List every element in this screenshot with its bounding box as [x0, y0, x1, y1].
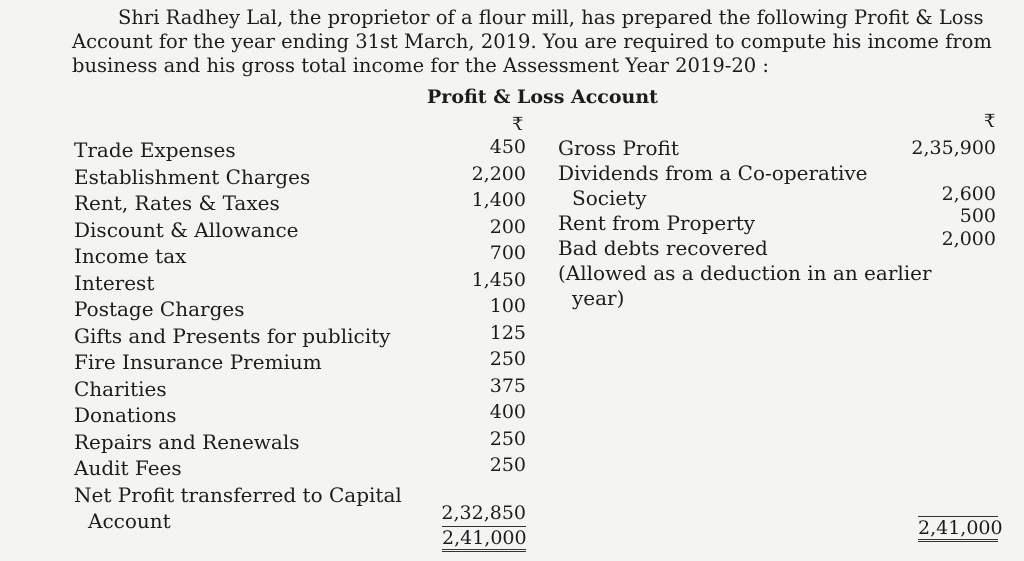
debit-item-amount: 375: [489, 374, 526, 397]
dividends-label: Dividends from a Co-operative: [558, 161, 868, 185]
debit-item-label: Interest: [74, 270, 155, 295]
credit-currency-symbol: ₹: [984, 111, 996, 132]
debit-item-label: Audit Fees: [74, 456, 182, 480]
debit-item-label: Discount & Allowance: [74, 217, 299, 242]
debit-item-label: Repairs and Renewals: [74, 429, 300, 454]
credit-amounts: [880, 135, 996, 251]
debit-item-amount: 1,450: [471, 268, 526, 291]
net-profit-label: Net Profit transferred to Capital: [74, 482, 402, 507]
debit-item-amount: 125: [489, 321, 526, 344]
debit-item-label: Donations: [74, 403, 177, 427]
debit-item-label: Income tax: [74, 244, 187, 268]
dividends-label-cont: Society: [572, 186, 647, 210]
bad-debts-label: Bad debts recovered: [558, 236, 768, 260]
dividends-amount: 2,600: [941, 183, 996, 205]
question-text: Shri Radhey Lal, the proprietor of a flour mill, has prepared the following Profit & Loss Account for the year ending 31st March, 2019. You are required to compute his income from business and his gross total income for the Assessment Year 2019-20 :: [72, 6, 992, 77]
debit-item-amount: 450: [489, 136, 526, 158]
net-profit-amount: 2,32,850: [441, 502, 526, 524]
account-title: Profit & Loss Account: [427, 86, 658, 108]
credit-total: 2,41,000: [918, 516, 998, 542]
net-profit-label-cont: Account: [88, 509, 171, 533]
debit-item-amount: 250: [489, 348, 526, 370]
gross-profit-amount: 2,35,900: [911, 137, 996, 159]
debit-item-label: Gifts and Presents for publicity: [74, 323, 391, 348]
debit-item-label: Trade Expenses: [74, 138, 236, 162]
debit-item-label: Fire Insurance Premium: [74, 350, 322, 374]
debit-item-amount: 700: [489, 242, 526, 264]
debit-item-amount: 2,200: [471, 162, 526, 185]
debit-item-label: Postage Charges: [74, 297, 245, 321]
debit-item-label: Rent, Rates & Taxes: [74, 191, 280, 215]
bad-debts-note: (Allowed as a deduction in an earlier: [558, 261, 932, 285]
debit-item-amount: 400: [489, 401, 526, 423]
rent-label: Rent from Property: [558, 211, 756, 235]
debit-item-amount: 200: [489, 215, 526, 238]
debit-item-label: Establishment Charges: [74, 164, 311, 189]
gross-profit-label: Gross Profit: [558, 136, 679, 160]
bad-debts-note-cont: year): [572, 286, 625, 310]
debit-amounts: [440, 134, 526, 479]
credit-labels: [558, 135, 932, 310]
debit-labels: [74, 137, 402, 535]
debit-total: 2,41,000: [442, 526, 526, 552]
bad-debts-amount: 2,000: [941, 228, 996, 250]
debit-item-amount: 250: [489, 454, 526, 476]
rent-amount: 500: [959, 205, 996, 227]
debit-item-label: Charities: [74, 376, 167, 401]
debit-item-amount: 100: [489, 295, 526, 317]
debit-item-amount: 250: [489, 427, 526, 450]
debit-item-amount: 1,400: [471, 189, 526, 211]
debit-currency-symbol: ₹: [512, 114, 524, 135]
